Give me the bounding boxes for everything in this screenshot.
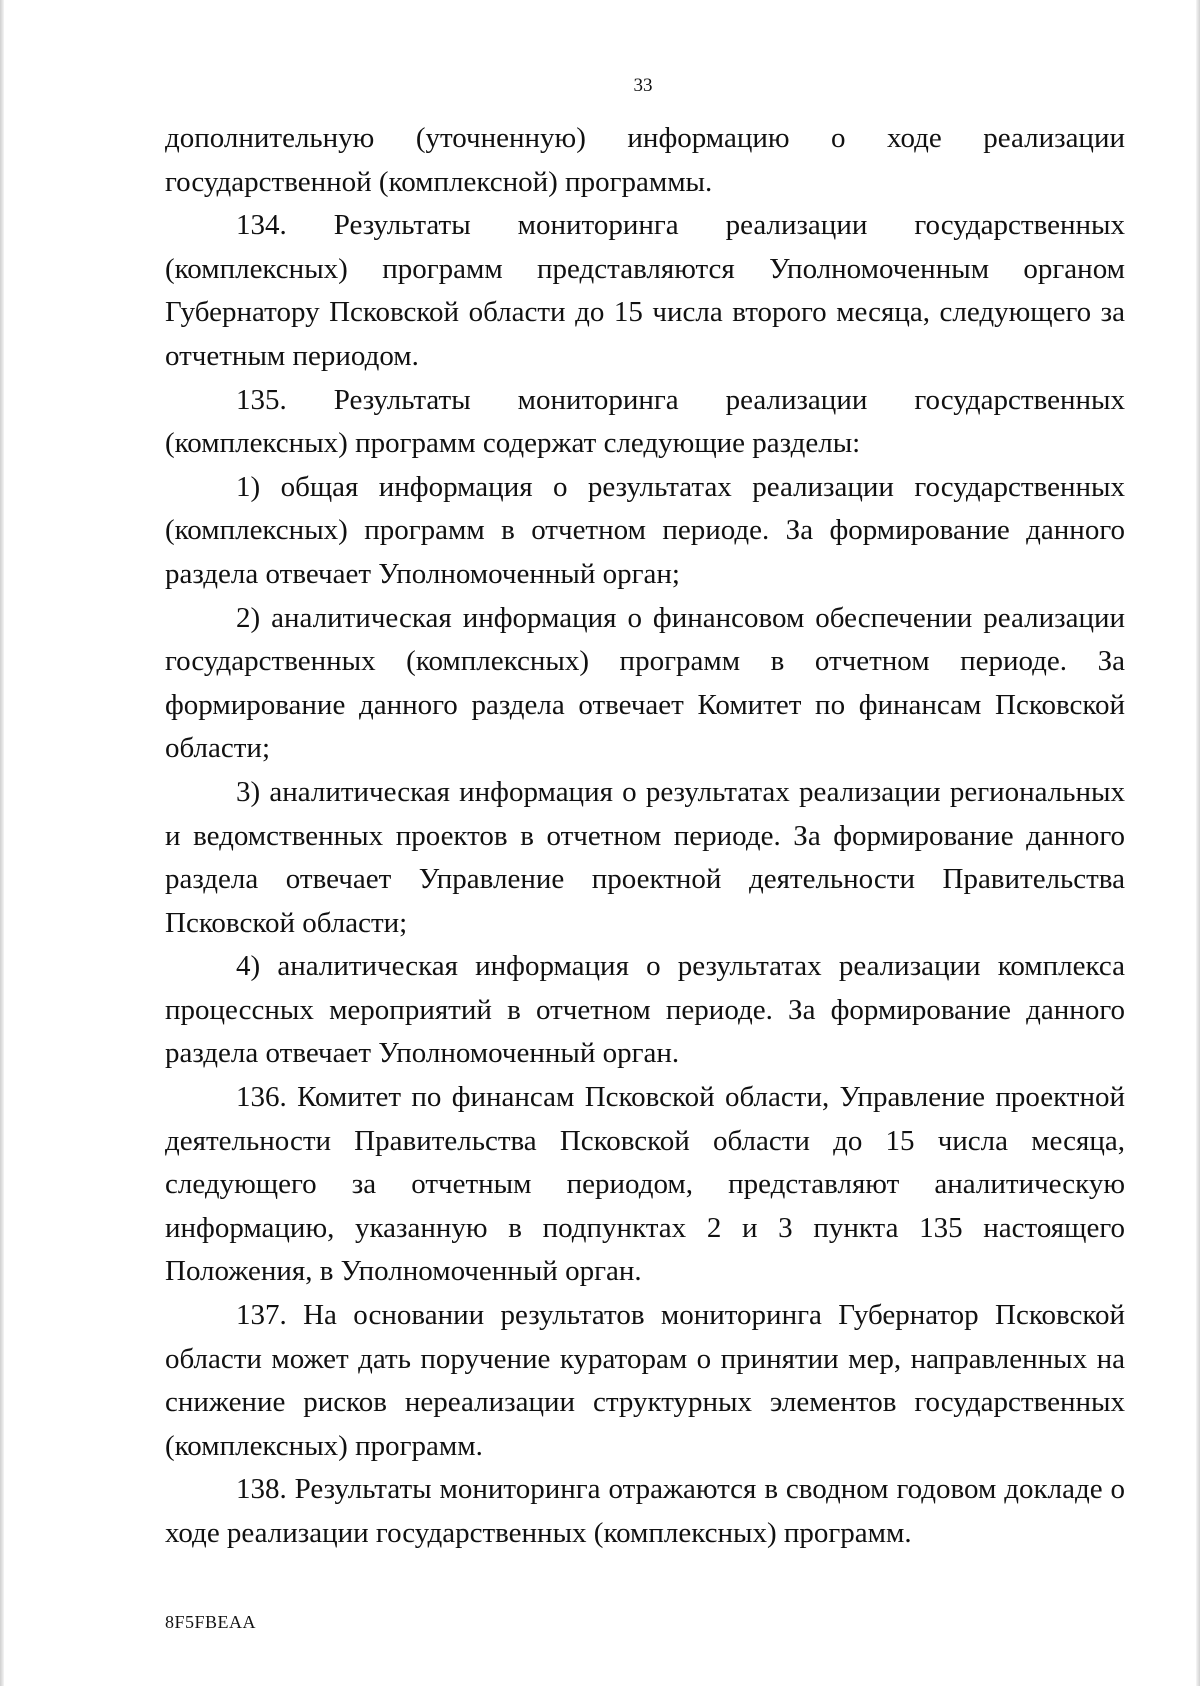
scan-edge-left xyxy=(0,0,4,1686)
paragraph-137: 137. На основании результатов мониторинга Губернатор Псковской области может дать поручение кураторам о принятии мер, направленных на снижение рисков нереализации структурных элементов государственных (комплексных) программ. xyxy=(165,1299,1125,1462)
paragraph-136: 136. Комитет по финансам Псковской области, Управление проектной деятельности Правительства Псковской области до 15 числа месяца, следующего за отчетным периодом, представляют аналитическую информацию, указанную в подпунктах 2 и 3 пункта 135 настоящего Положения, в Уполномоченный орган. xyxy=(165,1081,1125,1288)
paragraph-138: 138. Результаты мониторинга отражаются в сводном годовом докладе о ходе реализации государственных (комплексных) программ. xyxy=(165,1473,1125,1549)
document-footer-code: 8F5FBEAA xyxy=(165,1612,257,1632)
page-number: 33 xyxy=(633,75,653,96)
paragraph-135-item-3: 3) аналитическая информация о результатах реализации региональных и ведомственных проектов в отчетном периоде. За формирование данного раздела отвечает Управление проектной деятельности Правительства Псковской области; xyxy=(165,775,1125,939)
paragraph-134: 134. Результаты мониторинга реализации государственных (комплексных) программ представляются Уполномоченным органом Губернатору Псковской области до 15 числа второго месяца, следующего за отчетным периодом. xyxy=(165,209,1125,372)
scan-edge-right xyxy=(1196,0,1200,1686)
paragraph-135-item-1: 1) общая информация о результатах реализации государственных (комплексных) программ в отчетном периоде. За формирование данного раздела отвечает Уполномоченный орган; xyxy=(165,470,1125,590)
paragraph-135: 135. Результаты мониторинга реализации государственных (комплексных) программ содержат следующие разделы: xyxy=(165,383,1125,460)
paragraph-135-item-4: 4) аналитическая информация о результатах реализации комплекса процессных мероприятий в отчетном периоде. За формирование данного раздела отвечает Уполномоченный орган. xyxy=(165,950,1125,1070)
paragraph-continuation: дополнительную (уточненную) информацию о ходе реализации государственной (комплексной) программы. xyxy=(165,122,1125,198)
document-body xyxy=(165,117,1125,1556)
paragraph-135-item-2: 2) аналитическая информация о финансовом обеспечении реализации государственных (комплексных) программ в отчетном периоде. За формирование данного раздела отвечает Комитет по финансам Псковской области; xyxy=(165,601,1125,765)
